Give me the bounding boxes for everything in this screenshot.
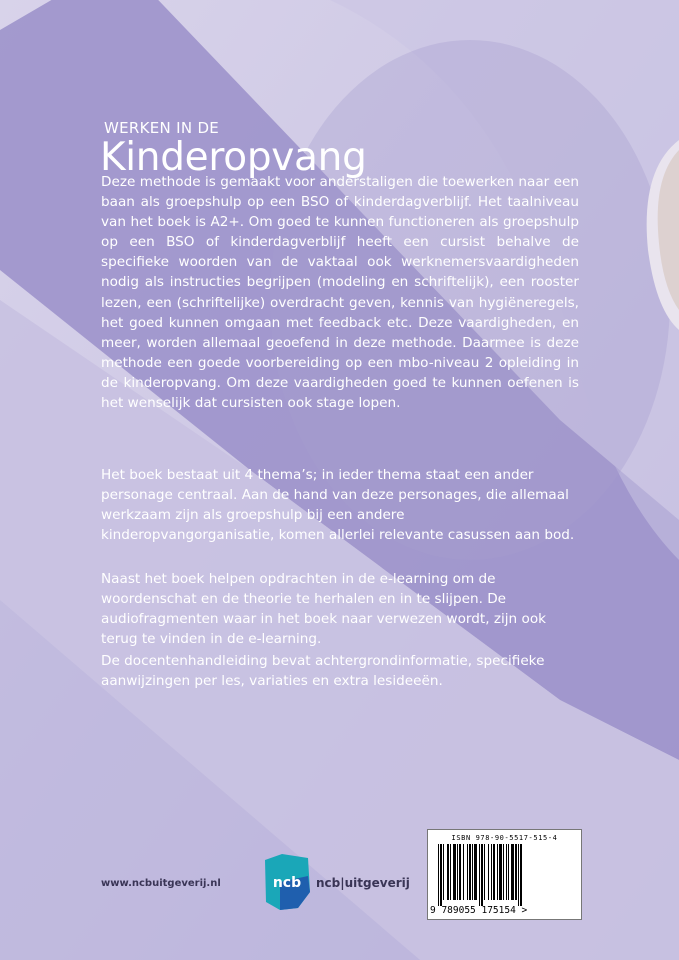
barcode-bar — [450, 844, 451, 900]
barcode-bar — [440, 844, 442, 906]
barcode-bar — [484, 844, 485, 900]
barcode-bar — [479, 844, 480, 906]
barcode-bar — [463, 844, 464, 900]
isbn-barcode — [427, 829, 582, 920]
isbn-label: ISBN 978-90-5517-515-4 — [451, 834, 558, 842]
barcode-bar — [511, 844, 514, 900]
barcode-bar — [443, 844, 444, 900]
barcode-bar — [438, 844, 439, 906]
barcode-bar — [459, 844, 461, 900]
barcode-bar — [503, 844, 504, 900]
logo-text: ncb — [272, 875, 302, 891]
barcode-bar — [472, 844, 473, 900]
barcode-bar — [497, 844, 498, 900]
barcode-bar — [515, 844, 517, 900]
barcode-bar — [508, 844, 509, 900]
barcode-bar — [481, 844, 483, 906]
barcode-bar — [499, 844, 502, 900]
barcode-digits: 9 789055 175154 > — [430, 905, 528, 916]
barcode-bar — [457, 844, 458, 900]
barcode-bars — [434, 844, 575, 906]
book-title: Kinderopvang — [100, 135, 367, 180]
publisher-name: ncb|uitgeverij — [316, 876, 410, 890]
barcode-bar — [506, 844, 507, 900]
barcode-bar — [467, 844, 468, 900]
barcode-bar — [491, 844, 492, 900]
barcode-bar — [447, 844, 449, 900]
barcode-bar — [493, 844, 495, 900]
ncb-logo-icon — [262, 852, 312, 912]
barcode-bar — [469, 844, 471, 900]
barcode-bar — [518, 844, 519, 906]
elearning-paragraph: Naast het boek helpen opdrachten in de e-learning om de woordenschat en de theorie te herhalen en in te slijpen. De audiofragmenten waar in het boek naar verwezen wordt, zijn ook terug te vinden in de e-learning. — [101, 571, 547, 648]
website-link[interactable]: www.ncbuitgeverij.nl — [101, 878, 221, 889]
barcode-bar — [453, 844, 456, 900]
intro-paragraph: Deze methode is gemaakt voor anderstaligen die toewerken naar een baan als groepshulp op een BSO of kinderdagverblijf. Het taalniveau van het boek is A2+. Om goed te kunnen functioneren als groepshulp op een BSO of kinderdagverblijf heeft een cursist behalve de specifieke woorden van de vaktaal ook werknemersvaardigheden nodig als instructies begrijpen (modeling en schriftelijk), een rooster lezen, een (schriftelijke) overdracht geven, kennis van hygiëneregels, het goed kunnen omgaan met feedback etc. Deze vaardigheden, en meer, worden allemaal geoefend in deze methode. Daarmee is deze methode een goede voorbereiding op een mbo-niveau 2 opleiding in de kinderopvang. Om deze vaardigheden goed te kunnen oefenen is het wenselijk dat cursisten ook stage lopen. — [101, 174, 579, 412]
barcode-bar — [520, 844, 522, 906]
series-label: WERKEN IN DE — [104, 119, 220, 137]
barcode-bar — [488, 844, 489, 900]
teacher-guide-paragraph: De docentenhandleiding bevat achtergrondinformatie, specifieke aanwijzingen per les, variaties en extra lesideeën. — [101, 653, 545, 690]
barcode-bar — [474, 844, 477, 900]
themes-paragraph: Het boek bestaat uit 4 thema’s; in ieder thema staat een ander personage centraal. Aan de hand van deze personages, die allemaal werkzaam zijn als groepshulp bij een andere kinderopvangorganisatie, komen allerlei relevante casussen aan bod. — [101, 467, 575, 544]
